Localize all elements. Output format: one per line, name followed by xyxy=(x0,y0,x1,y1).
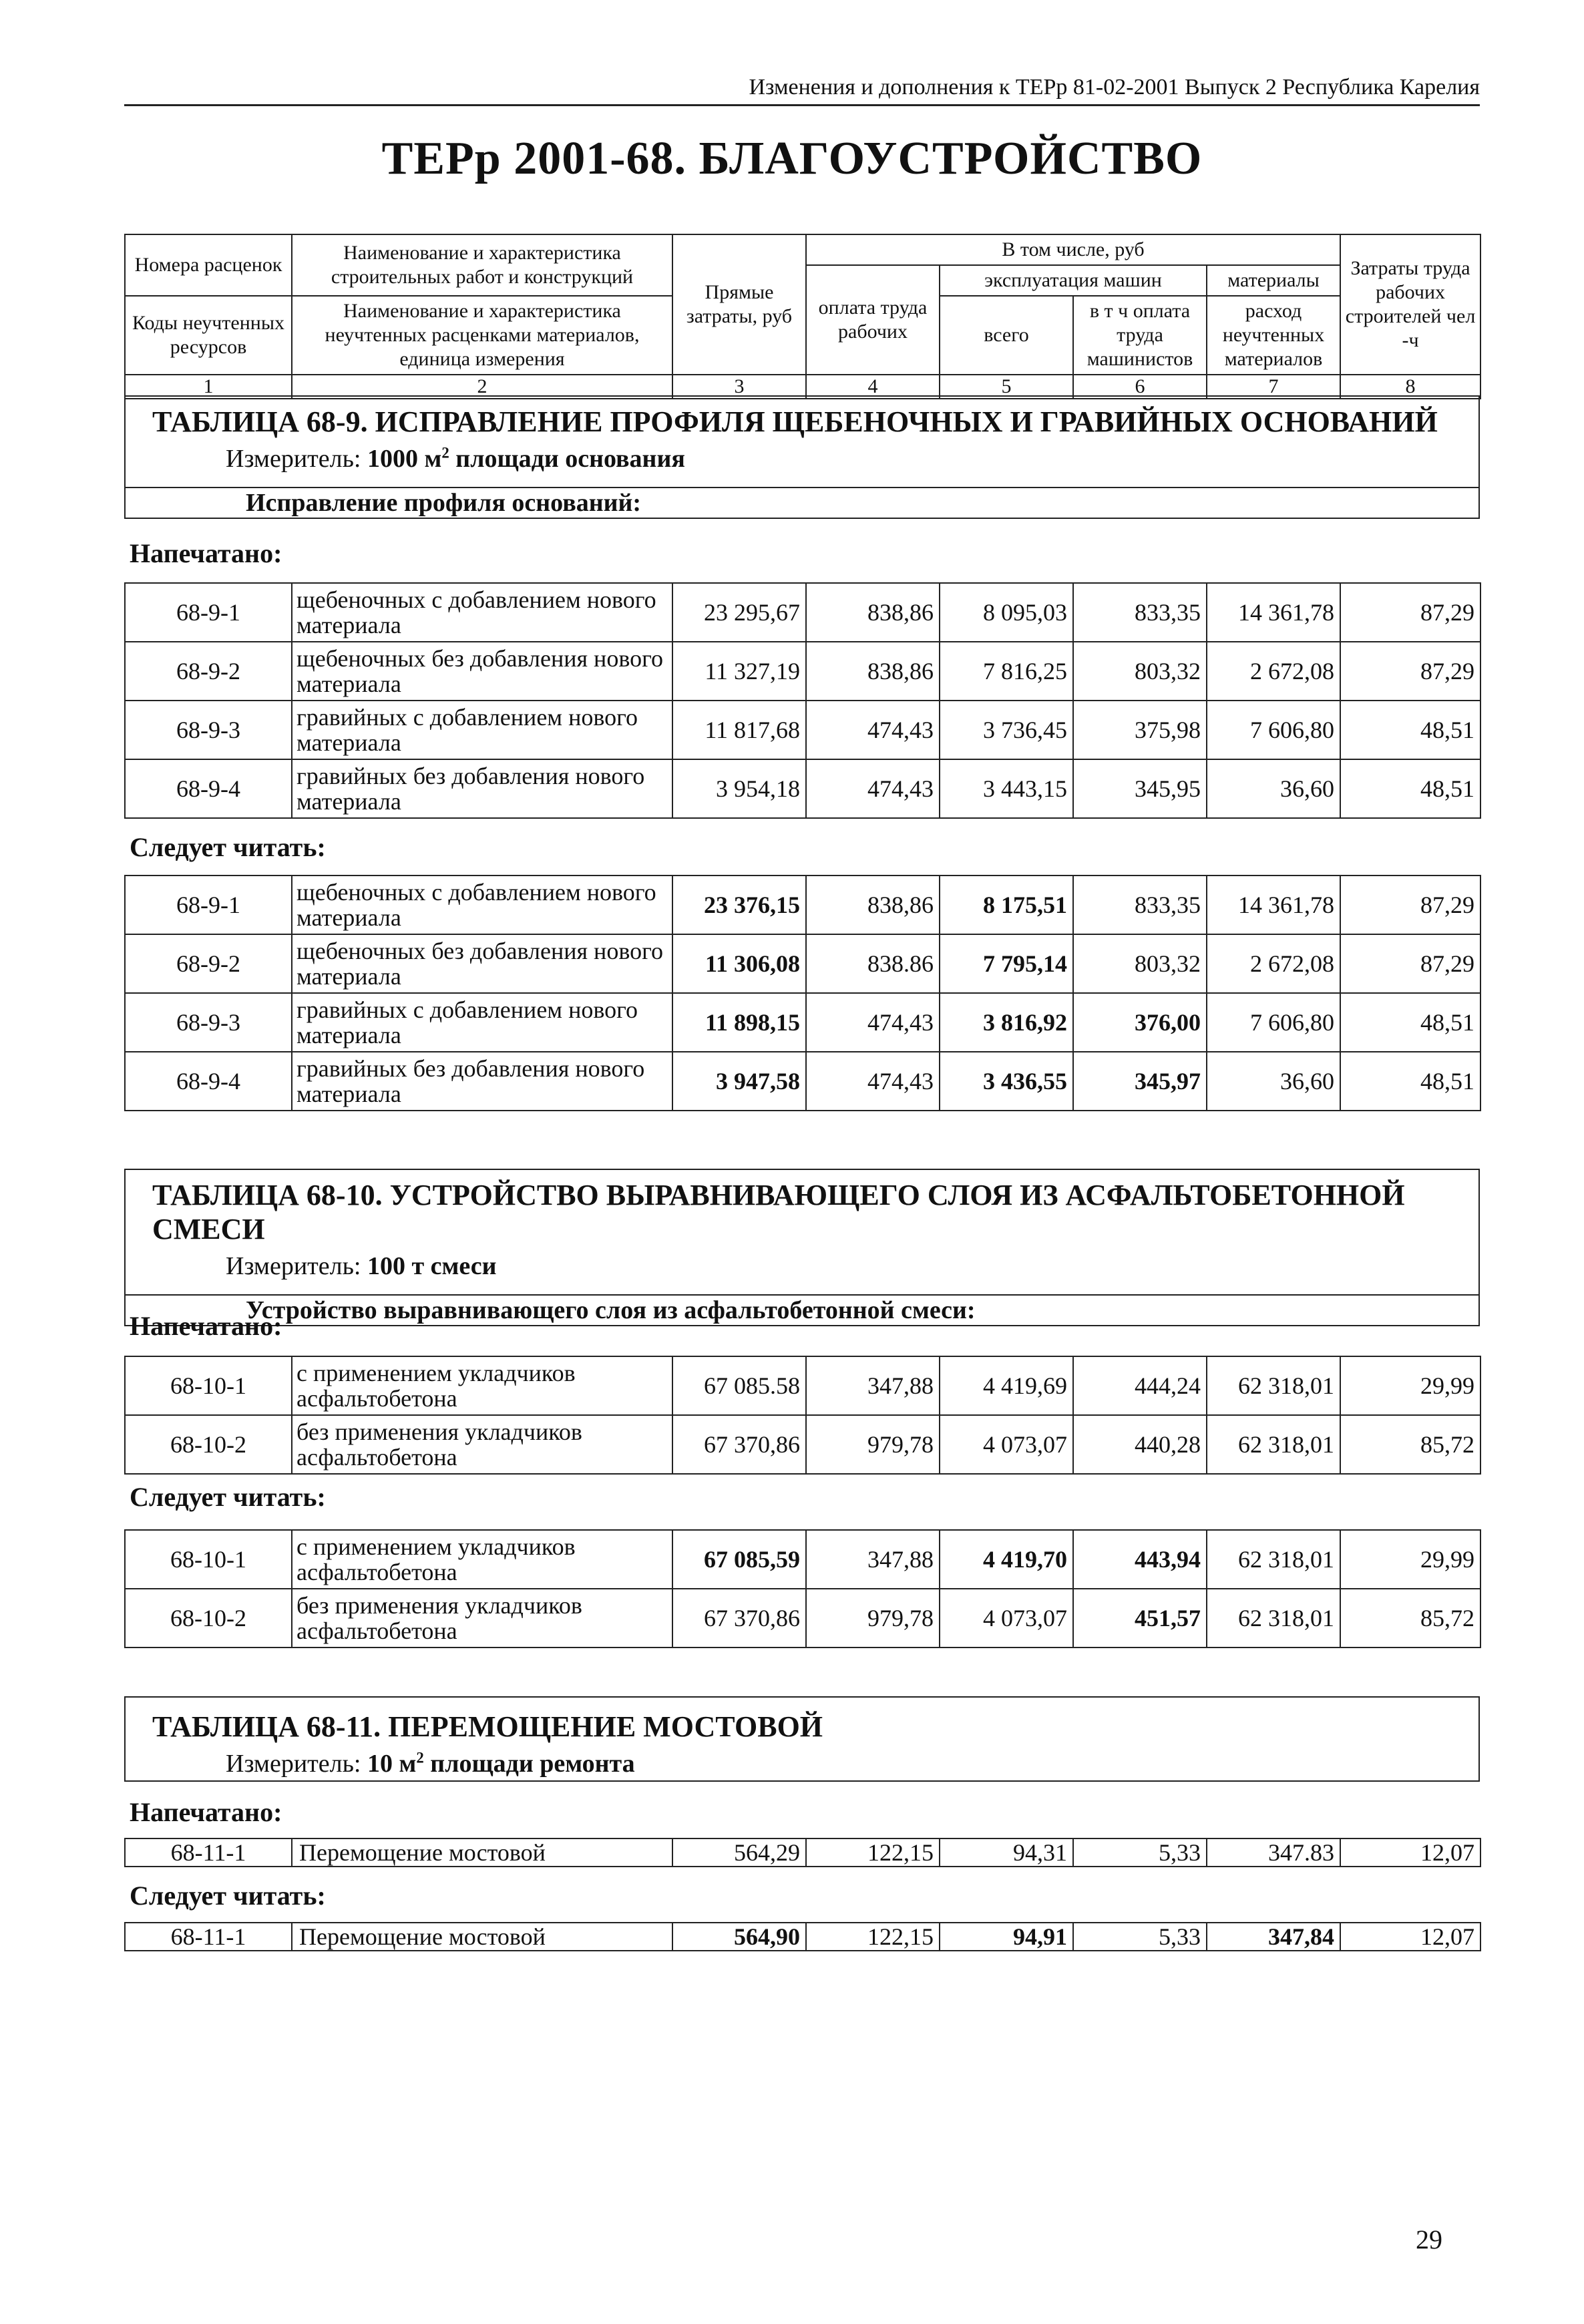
table-68-10-corrected xyxy=(124,1529,1481,1648)
table-row: 68-10-2 без применения укладчиков асфальтобетона 67 370,86 979,78 4 073,07 440,28 62 318,01 85,72 xyxy=(125,1415,1480,1474)
table-row: 68-9-3 гравийных с добавлением нового материала 11 898,15 474,43 3 816,92 376,00 7 606,80 48,51 xyxy=(125,993,1480,1052)
col-resource-codes-header: Коды неучтенных ресурсов xyxy=(125,296,292,375)
table-row: 68-11-1 Перемощение мостовой 564,29 122,15 94,31 5,33 347.83 12,07 xyxy=(125,1838,1480,1867)
table-row: 68-10-2 без применения укладчиков асфальтобетона 67 370,86 979,78 4 073,07 451,57 62 318,01 85,72 xyxy=(125,1589,1480,1648)
col-machines-total-header: всего xyxy=(940,296,1073,375)
col-codes-header: Номера расценок xyxy=(125,234,292,296)
col-machines-header: эксплуатация машин xyxy=(940,265,1207,296)
table-row: 68-9-4 гравийных без добавления нового материала 3 954,18 474,43 3 443,15 345,95 36,60 48,51 xyxy=(125,759,1480,818)
should-read-label: Следует читать: xyxy=(130,1482,326,1512)
table-68-9-heading xyxy=(124,395,1480,519)
should-read-label: Следует читать: xyxy=(130,1881,326,1911)
table-68-9-meter: Измеритель: 1000 $м^2$ площади основания xyxy=(226,444,685,473)
table-row: 68-9-2 щебеночных без добавления нового материала 11 327,19 838,86 7 816,25 803,32 2 672,08 87,29 xyxy=(125,642,1480,701)
col-number: 6 xyxy=(1073,375,1207,399)
printed-label: Напечатано: xyxy=(130,538,282,568)
running-header: Изменения и дополнения к ТЕРр 81-02-2001 Выпуск 2 Республика Карелия xyxy=(124,75,1480,106)
table-68-9-title: ТАБЛИЦА 68-9. ИСПРАВЛЕНИЕ ПРОФИЛЯ ЩЕБЕНОЧНЫХ И ГРАВИЙНЫХ ОСНОВАНИЙ xyxy=(152,405,1438,438)
col-name-header: Наименование и характеристика строительных работ и конструкций xyxy=(292,234,672,296)
col-number: 5 xyxy=(940,375,1073,399)
should-read-label: Следует читать: xyxy=(130,832,326,862)
table-row: 68-9-3 гравийных с добавлением нового материала 11 817,68 474,43 3 736,45 375,98 7 606,80 48,51 xyxy=(125,701,1480,759)
table-68-9-subtitle: Исправление профиля оснований: xyxy=(126,487,1478,518)
page-title: ТЕРр 2001-68. БЛАГОУСТРОЙСТВО xyxy=(381,133,1203,184)
col-group-header: В том числе, руб xyxy=(806,234,1340,265)
table-row: 68-9-1 щебеночных с добавлением нового материала 23 376,15 838,86 8 175,51 833,35 14 361,78 87,29 xyxy=(125,876,1480,934)
col-number: 3 xyxy=(672,375,806,399)
table-row: 68-9-2 щебеночных без добавления нового материала 11 306,08 838.86 7 795,14 803,32 2 672,08 87,29 xyxy=(125,934,1480,993)
col-number: 2 xyxy=(292,375,672,399)
table-68-9-corrected xyxy=(124,875,1481,1111)
col-number: 1 xyxy=(125,375,292,399)
printed-label: Напечатано: xyxy=(130,1797,282,1827)
table-68-10-heading xyxy=(124,1169,1480,1326)
col-operator-wages-header: в т ч оплата труда машинистов xyxy=(1073,296,1207,375)
table-68-11-meter: Измеритель: 10 $м^2$ площади ремонта xyxy=(226,1749,635,1778)
table-row: 68-10-1 с применением укладчиков асфальтобетона 67 085.58 347,88 4 419,69 444,24 62 318,01 29,99 xyxy=(125,1356,1480,1415)
table-row: 68-10-1 с применением укладчиков асфальтобетона 67 085,59 347,88 4 419,70 443,94 62 318,01 29,99 xyxy=(125,1530,1480,1589)
col-unaccounted-materials-header: расход неучтенных материалов xyxy=(1207,296,1340,375)
col-labor-header: Затраты труда рабочих строителей чел -ч xyxy=(1340,234,1480,375)
col-materials-name-header: Наименование и характеристика неучтенных расценками материалов, единица измерения xyxy=(292,296,672,375)
table-68-10-subtitle: Устройство выравнивающего слоя из асфальтобетонной смеси: xyxy=(126,1294,1478,1325)
col-number: 7 xyxy=(1207,375,1340,399)
column-header-table xyxy=(124,234,1481,399)
table-68-9-printed xyxy=(124,582,1481,819)
col-materials-header: материалы xyxy=(1207,265,1340,296)
table-68-11-corrected xyxy=(124,1922,1481,1951)
col-number: 4 xyxy=(806,375,940,399)
table-68-10-meter: Измеритель: 100 т смеси xyxy=(226,1252,497,1280)
table-68-11-heading xyxy=(124,1696,1480,1782)
page-number: 29 xyxy=(1416,2224,1442,2255)
col-wages-header: оплата труда рабочих xyxy=(806,265,940,375)
table-68-11-title: ТАБЛИЦА 68-11. ПЕРЕМОЩЕНИЕ МОСТОВОЙ xyxy=(152,1710,823,1743)
table-row: 68-9-4 гравийных без добавления нового материала 3 947,58 474,43 3 436,55 345,97 36,60 48,51 xyxy=(125,1052,1480,1111)
printed-label: Напечатано: xyxy=(130,1311,282,1341)
col-number: 8 xyxy=(1340,375,1480,399)
table-68-10-title: ТАБЛИЦА 68-10. УСТРОЙСТВО ВЫРАВНИВАЮЩЕГО СЛОЯ ИЗ АСФАЛЬТОБЕТОННОЙ СМЕСИ xyxy=(152,1179,1405,1245)
table-68-11-printed xyxy=(124,1838,1481,1867)
col-direct-costs-header: Прямые затраты, руб xyxy=(672,234,806,375)
table-row: 68-11-1 Перемощение мостовой 564,90 122,15 94,91 5,33 347,84 12,07 xyxy=(125,1923,1480,1951)
table-row: 68-9-1 щебеночных с добавлением нового материала 23 295,67 838,86 8 095,03 833,35 14 361,78 87,29 xyxy=(125,583,1480,642)
table-68-10-printed xyxy=(124,1356,1481,1475)
